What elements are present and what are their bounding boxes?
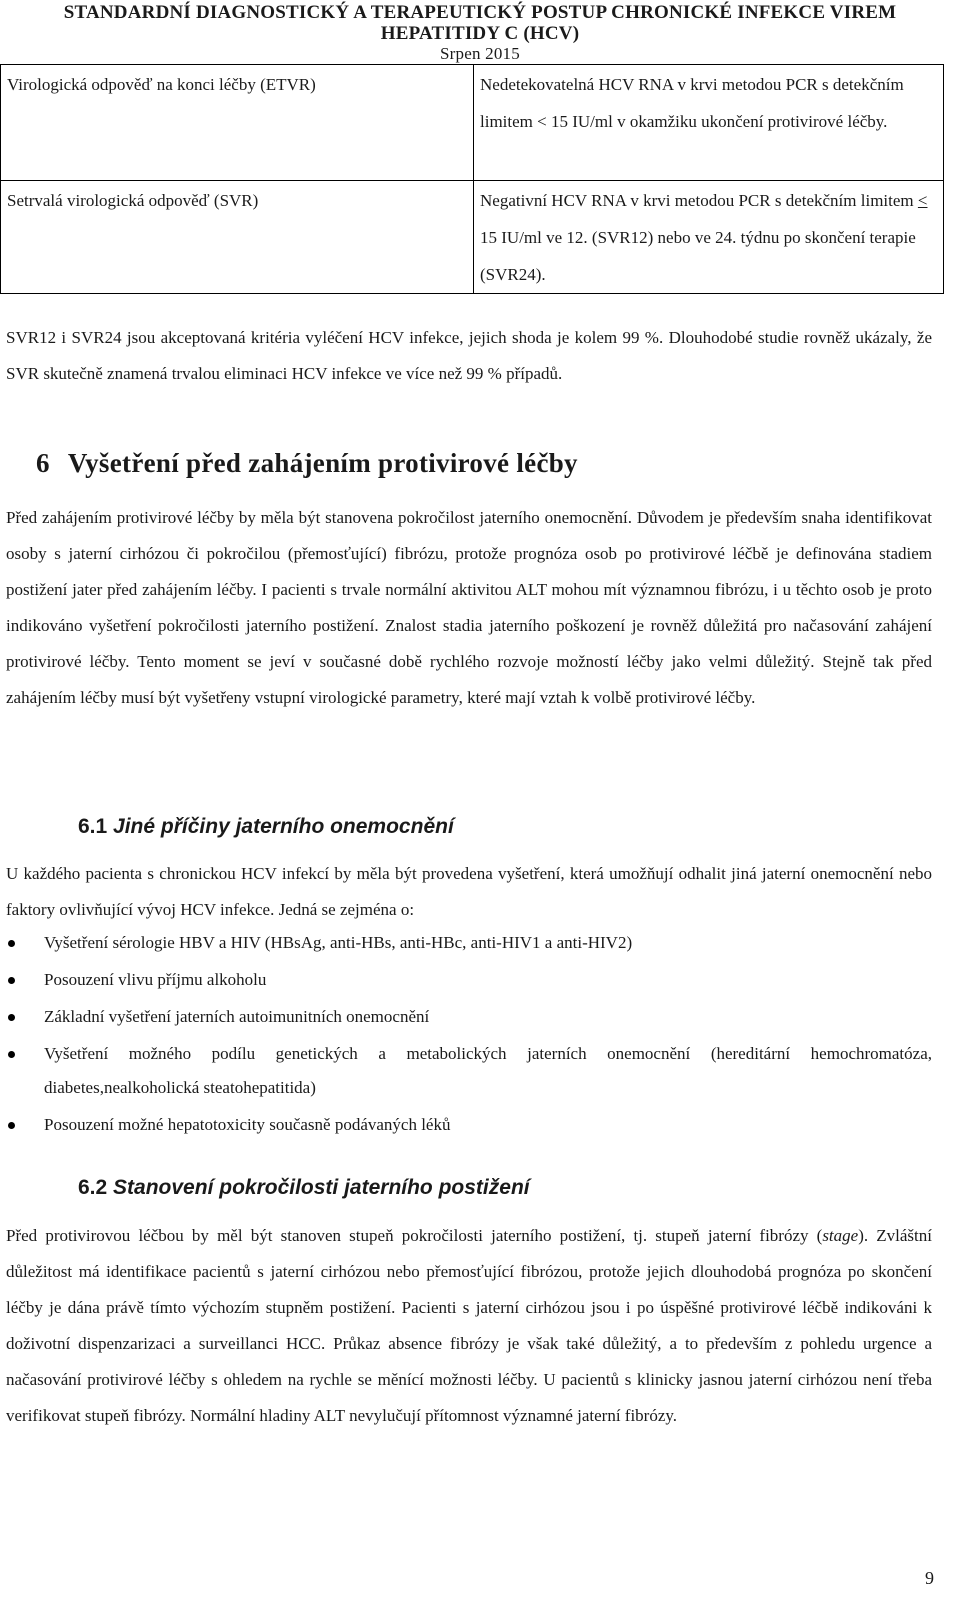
section-title: Stanovení pokročilosti jaterního postižení bbox=[113, 1176, 530, 1199]
section-6-2-heading bbox=[78, 1176, 530, 1200]
other-causes-list bbox=[6, 926, 932, 1145]
bullet-icon bbox=[8, 940, 15, 947]
list-item bbox=[6, 1000, 932, 1034]
section-6-2-paragraph bbox=[6, 1218, 932, 1434]
list-item-text: Vyšetření sérologie HBV a HIV (HBsAg, anti-HBs, anti-HBc, anti-HIV1 a anti-HIV2) bbox=[44, 933, 633, 952]
section-6-paragraph: Před zahájením protivirové léčby by měla být stanovena pokročilost jaterního onemocnění. Důvodem je především snaha identifikovat osoby s jaterní cirhózou či pokročilou (přemosťující) fibrózu, protože prognóza osob po protivirové léčbě je definována stadiem postižení jater před zahájením léčby. I pacienti s trvale normální aktivitou ALT mohou mít významnou fibrózu, i u těchto osob je proto indikováno vyšetření pokročilosti jaterního postižení. Znalost stadia jaterního poškození je rovněž důležitá pro načasování zahájení protivirové léčby. Tento moment se jeví v současné době rychlého rozvoje možností léčby jako velmi důležitý. Stejně tak před zahájením léčby musí být vyšetřeny vstupní virologické parametry, které mají vztah k volbě protivirové léčby. bbox=[6, 508, 932, 707]
list-item bbox=[6, 1108, 932, 1142]
svr-paragraph: SVR12 i SVR24 jsou akceptovaná kritéria vyléčení HCV infekce, jejich shoda je kolem 99 %. Dlouhodobé studie rovněž ukázaly, že SVR skutečně znamená trvalou eliminaci HCV infekce ve více než 99 % případů. bbox=[6, 328, 932, 383]
table-row bbox=[1, 181, 944, 294]
list-item-text: Posouzení vlivu příjmu alkoholu bbox=[44, 970, 267, 989]
section-title: Vyšetření před zahájením protivirové léčby bbox=[67, 448, 578, 478]
bullet-icon bbox=[8, 1014, 15, 1021]
list-item-text: Základní vyšetření jaterních autoimunitních onemocnění bbox=[44, 1007, 430, 1026]
table-row bbox=[1, 65, 944, 181]
list-item bbox=[6, 1037, 932, 1105]
list-item bbox=[6, 926, 932, 960]
section-6-1-paragraph: U každého pacienta s chronickou HCV infekcí by měla být provedena vyšetření, která umožňují odhalit jiná jaterní onemocnění nebo faktory ovlivňující vývoj HCV infekce. Jedná se zejména o: bbox=[6, 864, 932, 919]
table-term-cell: Virologická odpověď na konci léčby (ETVR) bbox=[1, 65, 474, 181]
table-definition-cell bbox=[474, 181, 944, 294]
paragraph-text: Před protivirovou léčbou by měl být stanoven stupeň pokročilosti jaterního postižení, tj. stupeň jaterní fibrózy ( bbox=[6, 1226, 823, 1245]
page-number: 9 bbox=[925, 1568, 934, 1588]
definition-text: Negativní HCV RNA v krvi metodou PCR s detekčním limitem bbox=[480, 191, 918, 210]
section-number: 6.1 bbox=[78, 815, 108, 838]
list-item-text: Posouzení možné hepatotoxicity současně podávaných léků bbox=[44, 1115, 451, 1134]
italic-term: stage bbox=[822, 1226, 859, 1245]
table-definition-cell: Nedetekovatelná HCV RNA v krvi metodou PCR s detekčním limitem < 15 IU/ml v okamžiku ukončení protivirové léčby. bbox=[474, 65, 944, 181]
section-6-heading bbox=[36, 448, 578, 479]
definition-text: 15 IU/ml ve 12. (SVR12) nebo ve 24. týdnu po skončení terapie (SVR24). bbox=[480, 228, 916, 284]
bullet-icon bbox=[8, 1122, 15, 1129]
table-term-cell: Setrvalá virologická odpověď (SVR) bbox=[1, 181, 474, 294]
header-title-line1: STANDARDNÍ DIAGNOSTICKÝ A TERAPEUTICKÝ POSTUP CHRONICKÉ INFEKCE VIREM bbox=[63, 2, 897, 23]
less-than-or-equal-symbol: < bbox=[917, 191, 928, 210]
paragraph-text: ). Zvláštní důležitost má identifikace pacientů s jaterní cirhózou nebo přemosťující fibrózou, protože jejich dlouhodobá prognóza po skončení léčby je dána právě tímto výchozím stupněm postižení. Pacienti s jaterní cirhózou jsou i po úspěšné protivirové léčbě indikováni k doživotní dispenzarizaci a surveillanci HCC. Průkaz absence fibrózy je však také důležitý, a to především z pohledu urgence a načasování protivirové léčby s ohledem na rychle se měnící možnosti léčby. U pacientů s klinicky jasnou jaterní cirhózou není třeba verifikovat stupeň fibrózy. Normální hladiny ALT nevylučují přítomnost významné jaterní fibrózy. bbox=[6, 1226, 932, 1425]
list-item-text: Vyšetření možného podílu genetických a metabolických jaterních onemocnění (hereditární hemochromatóza, diabetes,nealkoholická steatohepatitida) bbox=[44, 1044, 932, 1097]
header-date: Srpen 2015 bbox=[440, 44, 520, 63]
section-title: Jiné příčiny jaterního onemocnění bbox=[113, 815, 454, 838]
section-number: 6 bbox=[36, 448, 50, 478]
header-title-line2: HEPATITIDY C (HCV) bbox=[380, 23, 580, 44]
bullet-icon bbox=[8, 977, 15, 984]
document-header bbox=[0, 0, 960, 64]
definitions-table bbox=[0, 64, 944, 294]
list-item bbox=[6, 963, 932, 997]
section-6-1-heading bbox=[78, 815, 454, 839]
bullet-icon bbox=[8, 1051, 15, 1058]
section-number: 6.2 bbox=[78, 1176, 108, 1199]
